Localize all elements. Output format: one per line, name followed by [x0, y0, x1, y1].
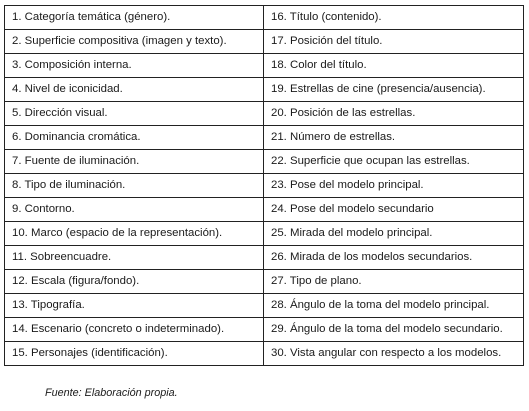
table-cell: 7. Fuente de iluminación.	[5, 150, 264, 174]
table-cell: 4. Nivel de iconicidad.	[5, 78, 264, 102]
criteria-table	[4, 5, 524, 366]
table-cell: 30. Vista angular con respecto a los modelos.	[264, 342, 524, 366]
table-cell: 21. Número de estrellas.	[264, 126, 524, 150]
table-row	[5, 78, 524, 102]
table-cell: 8. Tipo de iluminación.	[5, 174, 264, 198]
table-cell: 25. Mirada del modelo principal.	[264, 222, 524, 246]
table-row	[5, 270, 524, 294]
table-cell: 9. Contorno.	[5, 198, 264, 222]
table-row	[5, 6, 524, 30]
table-cell: 14. Escenario (concreto o indeterminado).	[5, 318, 264, 342]
table-row	[5, 318, 524, 342]
table-row	[5, 246, 524, 270]
table-row	[5, 150, 524, 174]
table-cell: 3. Composición interna.	[5, 54, 264, 78]
table-row	[5, 54, 524, 78]
table-cell: 16. Título (contenido).	[264, 6, 524, 30]
table-row	[5, 102, 524, 126]
table-cell: 24. Pose del modelo secundario	[264, 198, 524, 222]
table-cell: 17. Posición del título.	[264, 30, 524, 54]
table-cell: 1. Categoría temática (género).	[5, 6, 264, 30]
table-cell: 18. Color del título.	[264, 54, 524, 78]
table-cell: 26. Mirada de los modelos secundarios.	[264, 246, 524, 270]
table-cell: 20. Posición de las estrellas.	[264, 102, 524, 126]
criteria-table-body	[5, 6, 524, 366]
table-cell: 22. Superficie que ocupan las estrellas.	[264, 150, 524, 174]
table-cell: 2. Superficie compositiva (imagen y texto).	[5, 30, 264, 54]
table-cell: 5. Dirección visual.	[5, 102, 264, 126]
table-cell: 23. Pose del modelo principal.	[264, 174, 524, 198]
table-row	[5, 222, 524, 246]
table-row	[5, 30, 524, 54]
table-cell: 13. Tipografía.	[5, 294, 264, 318]
table-cell: 19. Estrellas de cine (presencia/ausencia).	[264, 78, 524, 102]
table-cell: 6. Dominancia cromática.	[5, 126, 264, 150]
table-cell: 11. Sobreencuadre.	[5, 246, 264, 270]
table-cell: 12. Escala (figura/fondo).	[5, 270, 264, 294]
table-cell: 27. Tipo de plano.	[264, 270, 524, 294]
table-row	[5, 198, 524, 222]
table-cell: 29. Ángulo de la toma del modelo secundario.	[264, 318, 524, 342]
source-note: Fuente: Elaboración propia.	[45, 387, 178, 399]
table-cell: 10. Marco (espacio de la representación).	[5, 222, 264, 246]
table-cell: 15. Personajes (identificación).	[5, 342, 264, 366]
table-row	[5, 342, 524, 366]
table-row	[5, 174, 524, 198]
table-row	[5, 294, 524, 318]
table-row	[5, 126, 524, 150]
table-cell: 28. Ángulo de la toma del modelo principal.	[264, 294, 524, 318]
